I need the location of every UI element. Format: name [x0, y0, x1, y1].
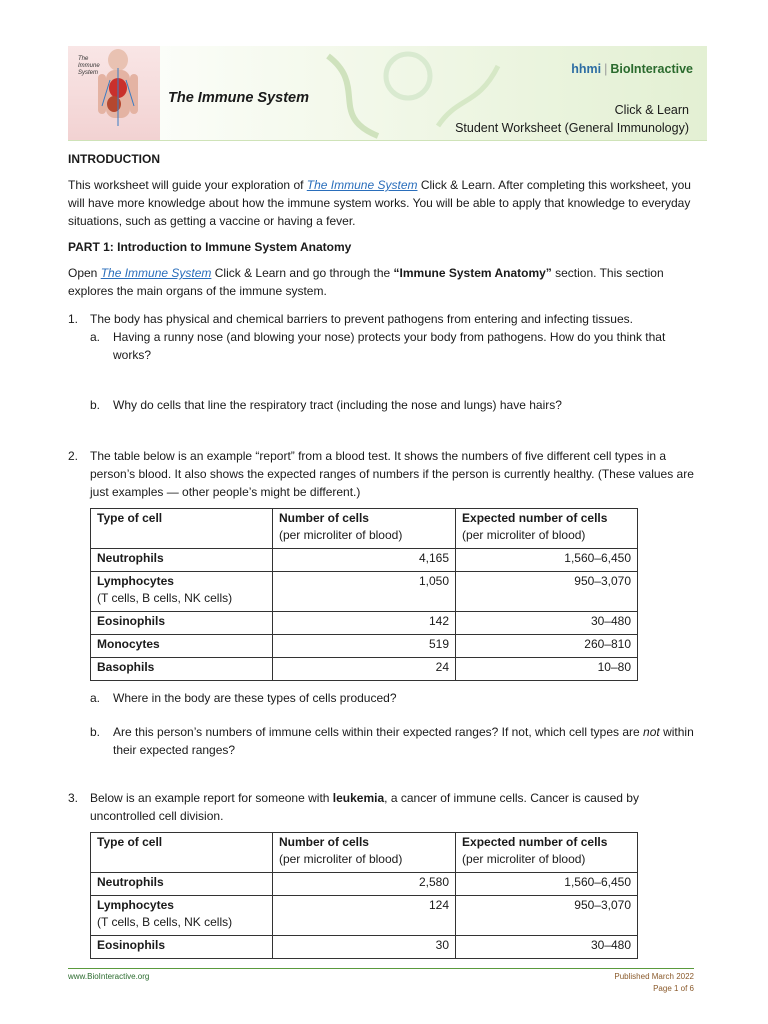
immune-system-link[interactable]: The Immune System [306, 178, 418, 192]
cell-type: Neutrophils [91, 873, 273, 896]
header-cell: Number of cells (per microliter of blood) [272, 509, 455, 549]
part1-paragraph: Open The Immune System Click & Learn and go through the “Immune System Anatomy” section. This section explores the main organs of the immune system. [68, 266, 664, 298]
footer-site-link[interactable]: www.BioInteractive.org [68, 972, 150, 981]
page-number: Page 1 of 6 [653, 984, 694, 993]
cell-range: 950–3,070 [456, 896, 638, 936]
header-cell: Number of cells (per microliter of blood) [272, 833, 455, 873]
cell-count: 142 [272, 612, 455, 635]
cell-type: Lymphocytes (T cells, B cells, NK cells) [91, 572, 273, 612]
cell-count: 1,050 [272, 572, 455, 612]
published-date: Published March 2022 [614, 972, 694, 981]
cell-count: 30 [272, 936, 455, 959]
blood-test-table-1 [90, 508, 638, 681]
table-row [91, 635, 638, 658]
cell-range: 260–810 [456, 635, 638, 658]
table-row [91, 658, 638, 681]
immune-system-thumbnail [68, 46, 160, 140]
cell-count: 4,165 [272, 549, 455, 572]
cell-range: 1,560–6,450 [456, 549, 638, 572]
cell-type: Basophils [91, 658, 273, 681]
table-row [91, 572, 638, 612]
table-row [91, 936, 638, 959]
cell-type: Neutrophils [91, 549, 273, 572]
table-header-row [91, 833, 638, 873]
question-3: 3. Below is an example report for someone with leukemia, a cancer of immune cells. Cancer is caused by uncontrolled cell division. [68, 791, 639, 823]
worksheet-label: Student Worksheet (General Immunology) [455, 121, 689, 135]
table-row [91, 549, 638, 572]
header-banner [68, 46, 707, 141]
header-cell: Type of cell [91, 833, 273, 873]
cell-count: 24 [272, 658, 455, 681]
question-2a: a. Where in the body are these types of cells produced? [90, 691, 397, 705]
table-row [91, 612, 638, 635]
cell-type: Eosinophils [91, 612, 273, 635]
intro-heading: INTRODUCTION [68, 152, 160, 166]
cell-type: Eosinophils [91, 936, 273, 959]
cell-type: Lymphocytes (T cells, B cells, NK cells) [91, 896, 273, 936]
worksheet-body [68, 150, 704, 959]
blood-test-table-2 [90, 832, 638, 959]
cell-range: 30–480 [456, 936, 638, 959]
question-2b: b. Are this person’s numbers of immune cells within their expected ranges? If not, which cell types are not within their expected ranges? [90, 725, 694, 757]
header-cell: Expected number of cells (per microliter of blood) [456, 509, 638, 549]
header-cell: Type of cell [91, 509, 273, 549]
cell-range: 1,560–6,450 [456, 873, 638, 896]
footer-meta [614, 971, 694, 995]
thumbnail-caption: The Immune System [78, 56, 100, 76]
cell-count: 519 [272, 635, 455, 658]
cell-range: 30–480 [456, 612, 638, 635]
question-1b: b. Why do cells that line the respiratory tract (including the nose and lungs) have hairs? [90, 398, 562, 412]
part1-heading: PART 1: Introduction to Immune System Anatomy [68, 240, 352, 254]
hhmi-biointeractive-logo: hhmi | BioInteractive [571, 62, 693, 76]
table-header-row [91, 509, 638, 549]
header-cell: Expected number of cells (per microliter of blood) [456, 833, 638, 873]
question-1: 1. The body has physical and chemical barriers to prevent pathogens from entering and infecting tissues. [68, 312, 633, 326]
intro-paragraph: This worksheet will guide your exploration of The Immune System Click & Learn. After completing this worksheet, you will have more knowledge about how the immune system works. You will be able to apply that knowledge to everyday situations, such as getting a vaccine or having a fever. [68, 178, 691, 228]
cell-count: 124 [272, 896, 455, 936]
page-title: The Immune System [168, 90, 310, 106]
table-row [91, 873, 638, 896]
cell-type: Monocytes [91, 635, 273, 658]
immune-system-link-2[interactable]: The Immune System [100, 266, 212, 280]
question-1a: a. Having a runny nose (and blowing your nose) protects your body from pathogens. How do you think that works? [90, 330, 666, 362]
cell-range: 10–80 [456, 658, 638, 681]
table-row [91, 896, 638, 936]
footer-divider [68, 968, 694, 969]
cell-range: 950–3,070 [456, 572, 638, 612]
cell-count: 2,580 [272, 873, 455, 896]
question-2: 2. The table below is an example “report” from a blood test. It shows the numbers of five different cell types in a person’s blood. It also shows the expected ranges of numbers if the person is currently healthy. (These values are just examples — other people’s might be different.) [68, 449, 694, 499]
click-learn-label: Click & Learn [614, 103, 689, 117]
